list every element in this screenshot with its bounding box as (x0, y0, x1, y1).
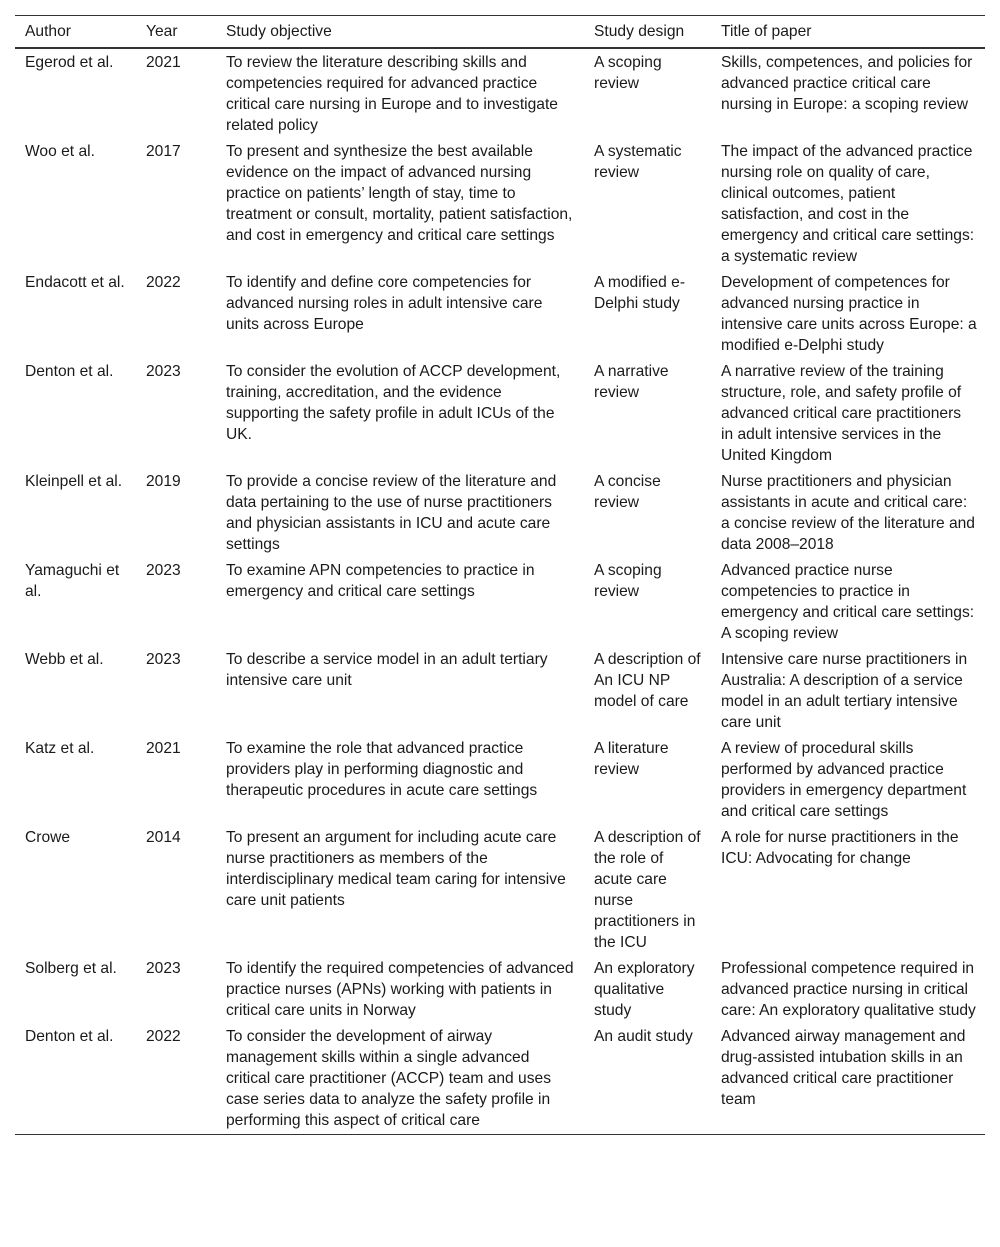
cell-title-of-paper: The impact of the advanced practice nursing role on quality of care, clinical outcomes, patient satisfaction, and cost in the emergency and critical care settings: a systematic review (721, 143, 975, 265)
cell-study-design: A description of An ICU NP model of care (594, 651, 701, 710)
cell-year: 2017 (146, 143, 181, 160)
table-row (15, 48, 985, 138)
cell-year: 2014 (146, 829, 181, 846)
cell-study-design: A scoping review (594, 54, 662, 92)
table-row (15, 468, 985, 557)
cell-author: Woo et al. (25, 143, 95, 160)
cell-study-design: A systematic review (594, 143, 682, 181)
table-row (15, 557, 985, 646)
cell-author: Crowe (25, 829, 71, 846)
cell-title-of-paper: A role for nurse practitioners in the ICU: Advocating for change (721, 829, 959, 867)
header-row (15, 16, 985, 49)
cell-study-objective: To provide a concise review of the literature and data pertaining to the use of nurse practitioners and physician assistants in ICU and acute care settings (226, 473, 557, 553)
cell-study-design: A literature review (594, 740, 669, 778)
cell-author: Denton et al. (15, 1023, 136, 1135)
cell-author: Kleinpell et al. (25, 473, 123, 490)
cell-study-design: A scoping review (594, 562, 662, 600)
cell-author: Katz et al. (25, 740, 95, 757)
table-row (15, 955, 985, 1023)
cell-title-of-paper: Professional competence required in advanced practice nursing in critical care: An exploratory qualitative study (721, 960, 976, 1019)
cell-year: 2023 (146, 562, 181, 579)
cell-year: 2022 (146, 274, 181, 291)
cell-study-design: An audit study (584, 1023, 711, 1135)
cell-year: 2019 (146, 473, 181, 490)
cell-title-of-paper: A narrative review of the training structure, role, and safety profile of advanced critical care practitioners in adult intensive services in the United Kingdom (721, 363, 962, 464)
cell-study-objective: To review the literature describing skills and competencies required for advanced practice critical care nursing in Europe and to investigate related policy (226, 54, 558, 134)
cell-study-objective: To consider the evolution of ACCP development, training, accreditation, and the evidence supporting the safety profile in adult ICUs of the UK. (226, 363, 561, 443)
cell-year: 2023 (146, 960, 181, 977)
cell-author: Yamaguchi et al. (25, 562, 120, 600)
cell-year: 2021 (146, 54, 181, 71)
table-row (15, 646, 985, 735)
studies-table (15, 15, 985, 1135)
cell-author: Denton et al. (25, 363, 114, 380)
cell-study-objective: To examine APN competencies to practice in emergency and critical care settings (226, 562, 535, 600)
cell-title-of-paper: Intensive care nurse practitioners in Australia: A description of a service model in an adult tertiary intensive care unit (721, 651, 968, 731)
cell-study-design: A modified e-Delphi study (594, 274, 686, 312)
cell-year: 2021 (146, 740, 181, 757)
cell-author: Endacott et al. (25, 274, 125, 291)
table-row (15, 358, 985, 468)
header-study-objective: Study objective (216, 16, 584, 49)
cell-study-design: An exploratory qualitative study (594, 960, 695, 1019)
cell-title-of-paper: Skills, competences, and policies for advanced practice critical care nursing in Europe: a scoping review (721, 54, 973, 113)
cell-study-objective: To present and synthesize the best available evidence on the impact of advanced nursing practice on patients’ length of stay, time to treatment or consult, mortality, patient satisfaction, and cost in emergency and critical care settings (226, 143, 573, 244)
cell-study-objective: To consider the development of airway management skills within a single advanced critical care practitioner (ACCP) team and uses case series data to analyze the safety profile in performing this aspect of critical care (216, 1023, 584, 1135)
cell-title-of-paper: Advanced airway management and drug-assisted intubation skills in an advanced critical care practitioner team (711, 1023, 985, 1135)
header-title-of-paper: Title of paper (711, 16, 985, 49)
cell-study-objective: To present an argument for including acute care nurse practitioners as members of the interdisciplinary medical team caring for intensive care unit patients (226, 829, 566, 909)
cell-title-of-paper: Advanced practice nurse competencies to practice in emergency and critical care settings: A scoping review (721, 562, 975, 642)
cell-author: Solberg et al. (25, 960, 117, 977)
table-row (15, 1023, 985, 1135)
cell-year: 2023 (146, 651, 181, 668)
header-author: Author (15, 16, 136, 49)
cell-study-objective: To identify and define core competencies for advanced nursing roles in adult intensive care units across Europe (226, 274, 543, 333)
studies-table-container (15, 15, 985, 1135)
header-study-design: Study design (584, 16, 711, 49)
header-year: Year (136, 16, 216, 49)
cell-study-design: A description of the role of acute care nurse practitioners in the ICU (594, 829, 701, 951)
cell-author: Webb et al. (25, 651, 104, 668)
cell-title-of-paper: Nurse practitioners and physician assistants in acute and critical care: a concise review of the literature and data 2008–2018 (721, 473, 975, 553)
cell-study-design: A concise review (594, 473, 661, 511)
cell-year: 2023 (146, 363, 181, 380)
table-row (15, 269, 985, 358)
cell-study-objective: To identify the required competencies of advanced practice nurses (APNs) working with patients in critical care units in Norway (226, 960, 574, 1019)
table-row (15, 824, 985, 955)
table-row (15, 138, 985, 269)
table-body (15, 48, 985, 1135)
cell-title-of-paper: A review of procedural skills performed by advanced practice providers in emergency department and critical care settings (721, 740, 967, 820)
cell-study-objective: To describe a service model in an adult tertiary intensive care unit (226, 651, 548, 689)
table-header (15, 16, 985, 49)
cell-title-of-paper: Development of competences for advanced nursing practice in intensive care units across Europe: a modified e-Delphi study (721, 274, 977, 354)
cell-study-objective: To examine the role that advanced practice providers play in performing diagnostic and therapeutic procedures in acute care settings (226, 740, 538, 799)
cell-author: Egerod et al. (25, 54, 114, 71)
cell-study-design: A narrative review (594, 363, 669, 401)
table-row (15, 735, 985, 824)
cell-year: 2022 (136, 1023, 216, 1135)
